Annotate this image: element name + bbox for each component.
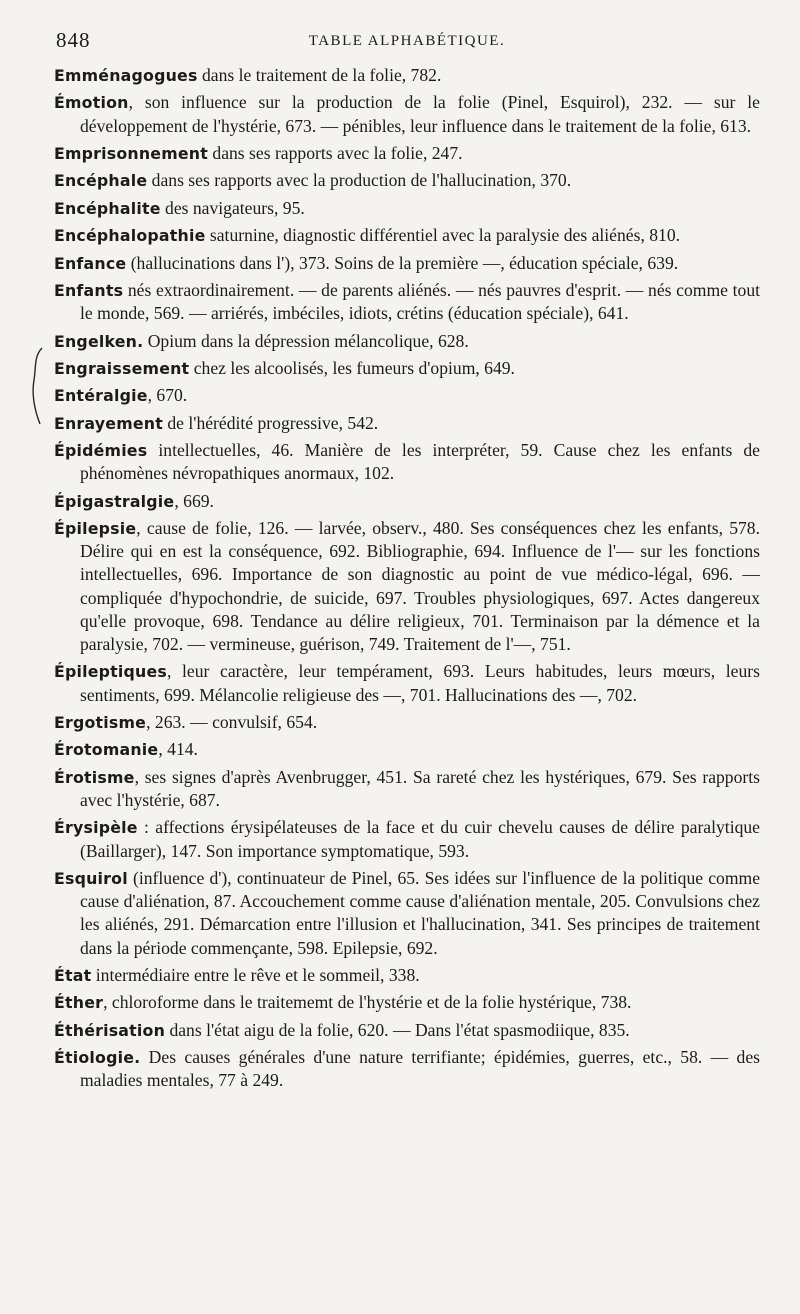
index-entry-text: des navigateurs, 95. <box>160 197 305 218</box>
index-entry <box>54 1046 760 1092</box>
index-entry <box>54 766 760 812</box>
index-entry-text: , ses signes d'après Avenbrugger, 451. Sa rareté chez les hystériques, 679. Ses rapports avec l'hystérie, 687. <box>80 766 760 811</box>
index-entry <box>54 964 760 987</box>
index-entry-text: , 414. <box>158 739 198 760</box>
index-entry-text: , chloroforme dans le traitememt de l'hystérie et de la folie hystérique, 738. <box>103 992 632 1013</box>
index-entry <box>54 357 760 380</box>
index-entry <box>54 867 760 960</box>
index-entry-headword: Épidémies <box>54 441 148 461</box>
index-entry-text: dans ses rapports avec la production de l'hallucination, 370. <box>147 170 572 191</box>
index-entries <box>54 64 760 1093</box>
index-entry-headword: Engelken. <box>54 331 144 351</box>
index-entry-text: saturnine, diagnostic différentiel avec la paralysie des aliénés, 810. <box>205 225 681 246</box>
index-entry-text: dans l'état aigu de la folie, 620. — Dans l'état spasmodiique, 835. <box>165 1019 630 1040</box>
index-entry-text: dans le traitement de la folie, 782. <box>197 65 442 85</box>
index-entry <box>54 711 760 734</box>
index-entry-text: chez les alcoolisés, les fumeurs d'opium, 649. <box>189 357 515 378</box>
index-entry-headword: Entéralgie <box>54 386 148 406</box>
index-entry <box>54 660 760 706</box>
index-entry <box>54 142 760 165</box>
index-entry <box>54 816 760 862</box>
index-entry-headword: Encéphalite <box>54 198 161 218</box>
index-entry <box>54 252 760 275</box>
index-entry-headword: Érysipèle <box>54 818 138 838</box>
page-number: 848 <box>56 28 91 52</box>
index-entry-text: (hallucinations dans l'), 373. Soins de la première —, éducation spéciale, 639. <box>126 252 679 273</box>
index-entry-headword: Érotisme <box>54 767 135 787</box>
index-entry-text: , 670. <box>147 385 188 406</box>
index-entry-text: intellectuelles, 46. Manière de les interpréter, 59. Cause chez les enfants de phénomènes névropathiques anormaux, 102. <box>80 440 760 484</box>
index-entry <box>54 490 760 513</box>
index-entry-headword: Ergotisme <box>54 713 147 733</box>
index-entry <box>54 197 760 220</box>
index-entry-headword: Épileptiques <box>54 662 167 682</box>
index-entry-headword: Épigastralgie <box>54 491 175 511</box>
index-entry <box>54 279 760 325</box>
index-entry-text: , 263. — convulsif, 654. <box>146 712 318 733</box>
index-entry <box>54 991 760 1014</box>
index-entry-text: , 669. <box>174 490 214 511</box>
index-entry-headword: Enrayement <box>54 413 163 433</box>
index-entry-text: , leur caractère, leur tempérament, 693. Leurs habitudes, leurs mœurs, leurs sentiments, 699. Mélancolie religieuse des —, 701. Hallucinations des —, 702. <box>80 661 760 705</box>
margin-bracket-mark <box>30 346 44 426</box>
index-entry <box>54 439 760 485</box>
index-entry <box>54 384 760 407</box>
index-entry <box>54 169 760 192</box>
index-entry-headword: Érotomanie <box>54 740 159 760</box>
index-entry-text: , cause de folie, 126. — larvée, observ., 480. Ses conséquences chez les enfants, 578. Délire qui en est la conséquence, 692. Bibliographie, 694. Influence de l'— sur les fonctions intellectuelles, 696. Importance de son diagnostic au point de vue médico-légal, 696. — compliquée d'hypochondrie, de suicide, 697. Troubles physiologiques, 697. Actes dangereux qu'elle provoque, 698. Tendance au délire religieux, 701. Terminaison par la démence et la paralysie, 702. — vermineuse, guérison, 749. Traitement de l'—, 751. <box>80 518 760 655</box>
index-entry-headword: Étiologie. <box>54 1048 141 1068</box>
index-entry <box>54 64 760 87</box>
index-entry <box>54 330 760 353</box>
index-entry-headword: Éthérisation <box>54 1020 166 1040</box>
index-entry <box>54 1019 760 1042</box>
index-entry-headword: État <box>54 966 92 986</box>
index-entry-headword: Engraissement <box>54 358 190 378</box>
index-entry-headword: Enfants <box>54 280 124 300</box>
index-entry-text: de l'hérédité progressive, 542. <box>162 412 379 433</box>
index-entry-headword: Épilepsie <box>54 519 137 539</box>
running-head: TABLE ALPHABÉTIQUE. <box>308 33 506 49</box>
index-entry-text: Des causes générales d'une nature terrifiante; épidémies, guerres, etc., 58. — des maladies mentales, 77 à 249. <box>80 1047 760 1091</box>
index-entry-headword: Encéphalopathie <box>54 226 206 246</box>
index-entry <box>54 91 760 137</box>
index-entry <box>54 517 760 656</box>
index-entry-text: intermédiaire entre le rêve et le sommeil, 338. <box>91 965 420 986</box>
index-entry <box>54 224 760 247</box>
index-entry-headword: Emprisonnement <box>54 143 208 163</box>
index-entry-headword: Encéphale <box>54 171 148 191</box>
index-entry-text: (influence d'), continuateur de Pinel, 65. Ses idées sur l'influence de la politique comme cause d'aliénation, 87. Accouchement comme cause d'aliénation mentale, 205. Convulsions chez les aliénés, 291. Démarcation entre l'illusion et l'hallucination, 341. Ses principes de traitement dans la période commençante, 598. Epilepsie, 692. <box>80 868 760 958</box>
index-entry-headword: Esquirol <box>54 869 128 889</box>
index-entry-text: : affections érysipélateuses de la face et du cuir chevelu causes de délire paralytique (Baillarger), 147. Son importance symptomatique, 593. <box>80 817 760 861</box>
index-entry-headword: Émotion <box>54 93 129 113</box>
page-header <box>54 24 760 64</box>
index-entry-headword: Enfance <box>54 253 127 273</box>
index-entry-headword: Éther <box>54 993 104 1013</box>
index-entry <box>54 412 760 435</box>
index-entry-text: nés extraordinairement. — de parents aliénés. — nés pauvres d'esprit. — nés comme tout le monde, 569. — arriérés, imbéciles, idiots, crétins (éducation spéciale), 641. <box>80 279 760 324</box>
index-entry-text: Opium dans la dépression mélancolique, 628. <box>143 330 469 351</box>
index-entry-headword: Emménagogues <box>54 66 198 85</box>
index-entry-text: dans ses rapports avec la folie, 247. <box>208 142 463 163</box>
index-entry <box>54 738 760 761</box>
index-entry-text: , son influence sur la production de la folie (Pinel, Esquirol), 232. — sur le développement de l'hystérie, 673. — pénibles, leur influence dans le traitement de la folie, 613. <box>80 92 760 136</box>
